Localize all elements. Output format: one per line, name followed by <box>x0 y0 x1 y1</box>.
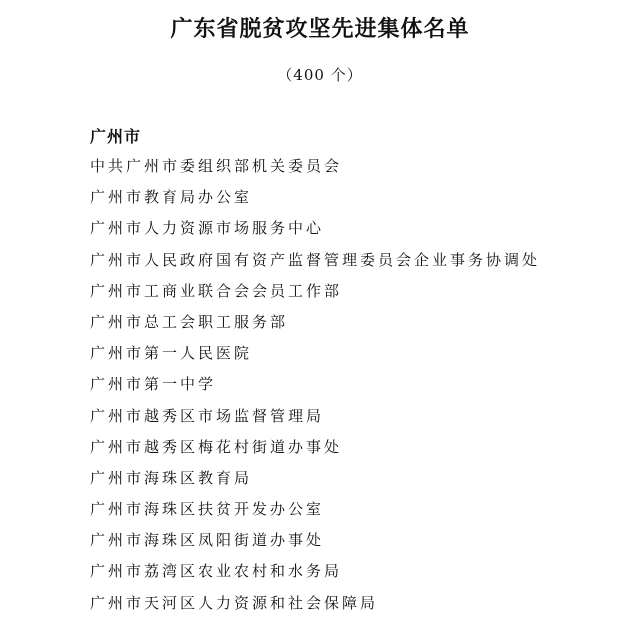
list-item: 广州市第一人民医院 <box>90 344 253 363</box>
list-item: 广州市天河区人力资源和社会保障局 <box>90 593 379 612</box>
document-count: （400 个） <box>277 66 363 84</box>
list-item: 广州市工商业联合会会员工作部 <box>90 281 343 300</box>
list-item: 广州市人力资源市场服务中心 <box>90 219 325 238</box>
list-item: 广州市教育局办公室 <box>90 188 253 207</box>
list-item: 广州市越秀区梅花村街道办事处 <box>90 437 343 456</box>
list-item: 广州市越秀区市场监督管理局 <box>90 406 325 425</box>
section-heading-guangzhou: 广州市 <box>90 127 142 146</box>
list-item: 广州市海珠区凤阳街道办事处 <box>90 531 325 550</box>
list-item: 广州市海珠区扶贫开发办公室 <box>90 500 325 519</box>
collective-list <box>90 151 540 619</box>
list-item: 广州市第一中学 <box>90 375 217 394</box>
list-item: 中共广州市委组织部机关委员会 <box>90 157 343 175</box>
list-item: 广州市海珠区教育局 <box>90 468 253 487</box>
document-title: 广东省脱贫攻坚先进集体名单 <box>170 16 470 42</box>
list-item: 广州市荔湾区农业农村和水务局 <box>90 562 343 581</box>
list-item: 广州市总工会职工服务部 <box>90 312 289 331</box>
list-item: 广州市人民政府国有资产监督管理委员会企业事务协调处 <box>90 250 541 269</box>
